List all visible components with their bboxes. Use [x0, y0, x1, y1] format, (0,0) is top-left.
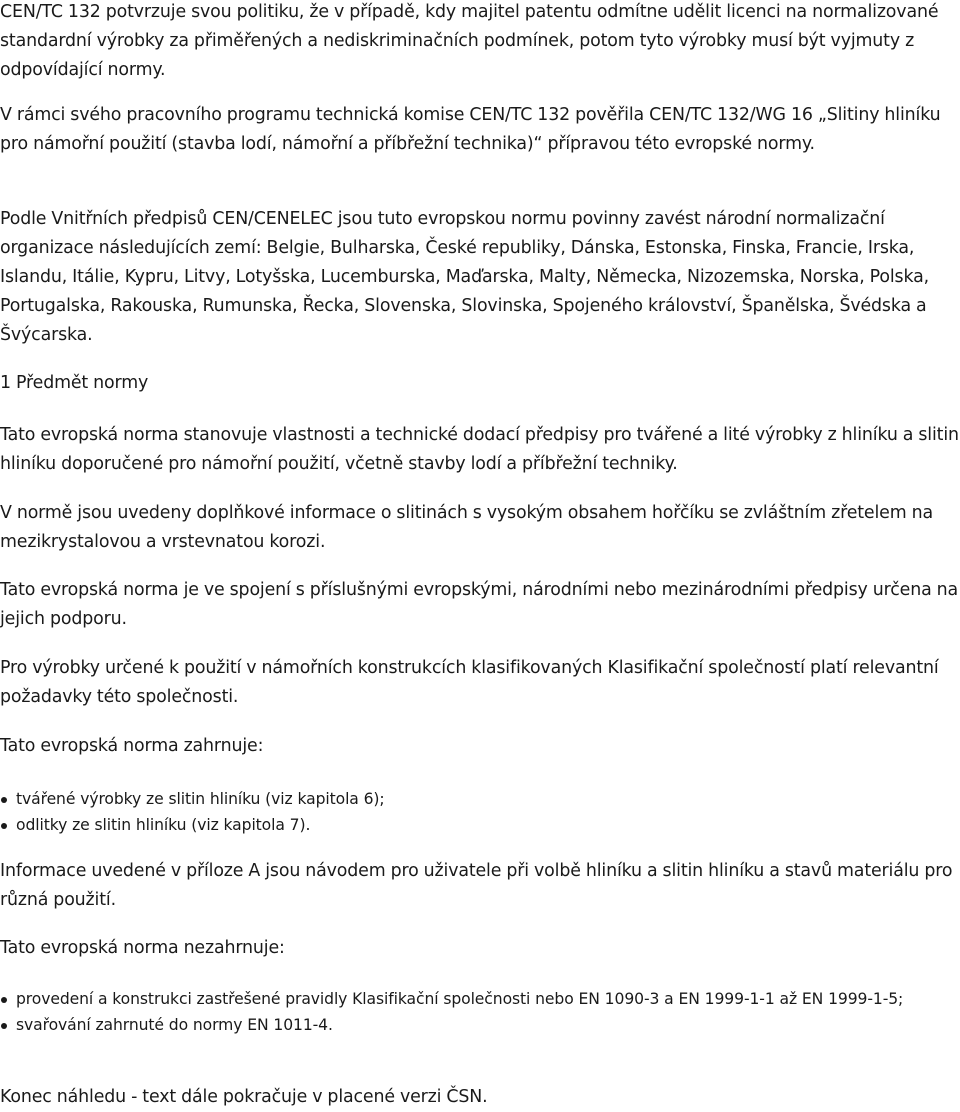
- list-item: [0, 812, 960, 838]
- paragraph-text: Tato evropská norma stanovuje vlastnosti a technické dodací předpisy pro tvářené a lité výrobky z hliníku a slitin hliníku doporučené pro námořní použití, včetně stavby lodí a příbřežní techniky.: [0, 425, 959, 474]
- paragraph-classification: [0, 654, 960, 712]
- paragraph-national-adoption: [0, 205, 960, 350]
- paragraph-excludes: [0, 934, 960, 963]
- paragraph-text: V rámci svého pracovního programu technická komise CEN/TC 132 pověřila CEN/TC 132/WG 16 „Slitiny hliníku pro námořní použití (stavba lodí, námořní a příbřežní technika)“ přípravou této evropské normy.: [0, 105, 941, 154]
- bullet-icon: [1, 1023, 7, 1029]
- excludes-list: [0, 986, 960, 1038]
- paragraph-work-programme: [0, 101, 960, 159]
- list-item: [0, 986, 960, 1012]
- list-item: [0, 786, 960, 812]
- paragraph-text: Tato evropská norma nezahrnuje:: [0, 938, 285, 958]
- list-item-text: svařování zahrnuté do normy EN 1011-4.: [16, 1016, 333, 1034]
- paragraph-text: Pro výrobky určené k použití v námořních konstrukcích klasifikovaných Klasifikační společností platí relevantní požadavky této společnosti.: [0, 658, 939, 707]
- includes-list: [0, 786, 960, 838]
- preview-end-notice: Konec náhledu - text dále pokračuje v placené verzi ČSN.: [0, 1087, 488, 1107]
- paragraph-preview-end: [0, 1083, 960, 1112]
- paragraph-patent-policy: [0, 0, 960, 85]
- bullet-icon: [1, 997, 7, 1003]
- paragraph-support: [0, 576, 960, 634]
- paragraph-text: Tato evropská norma je ve spojení s příslušnými evropskými, národními nebo mezinárodními předpisy určena na jejich podporu.: [0, 580, 959, 629]
- list-item-text: odlitky ze slitin hliníku (viz kapitola 7).: [16, 816, 311, 834]
- bullet-icon: [1, 823, 7, 829]
- paragraph-text: Tato evropská norma zahrnuje:: [0, 736, 264, 756]
- paragraph-text: Podle Vnitřních předpisů CEN/CENELEC jsou tuto evropskou normu povinny zavést národní normalizační organizace následujících zemí: Belgie, Bulharska, České republiky, Dánska, Estonska, Finska, Francie, Irska, Islandu, Itálie, Kypru, Litvy, Lotyšska, Lucemburska, Maďarska, Malty, Německa, Nizozemska, Norska, Polska, Portugalska, Rakouska, Rumunska, Řecka, Slovenska, Slovinska, Spojeného království, Španělska, Švédska a Švýcarska.: [0, 209, 929, 345]
- section-title: 1 Předmět normy: [0, 373, 149, 393]
- paragraph-text: Informace uvedené v příloze A jsou návodem pro uživatele při volbě hliníku a slitin hliníku a stavů materiálu pro různá použití.: [0, 861, 953, 910]
- list-item-text: provedení a konstrukci zastřešené pravidly Klasifikační společnosti nebo EN 1090-3 a EN 1999-1-1 až EN 1999-1-5;: [16, 990, 904, 1008]
- list-item: [0, 1012, 960, 1038]
- paragraph-scope: [0, 421, 960, 479]
- list-item-text: tvářené výrobky ze slitin hliníku (viz kapitola 6);: [16, 790, 385, 808]
- paragraph-text: V normě jsou uvedeny doplňkové informace o slitinách s vysokým obsahem hořčíku se zvláštním zřetelem na mezikrystalovou a vrstevnatou korozi.: [0, 503, 933, 552]
- bullet-icon: [1, 797, 7, 803]
- paragraph-includes: [0, 732, 960, 761]
- paragraph-annex-a: [0, 857, 960, 915]
- section-heading: [0, 369, 960, 398]
- paragraph-text: CEN/TC 132 potvrzuje svou politiku, že v případě, kdy majitel patentu odmítne udělit licenci na normalizované standardní výrobky za přiměřených a nediskriminačních podmínek, potom tyto výrobky musí být vyjmuty z odpovídající normy.: [0, 2, 939, 80]
- paragraph-supplementary-info: [0, 499, 960, 557]
